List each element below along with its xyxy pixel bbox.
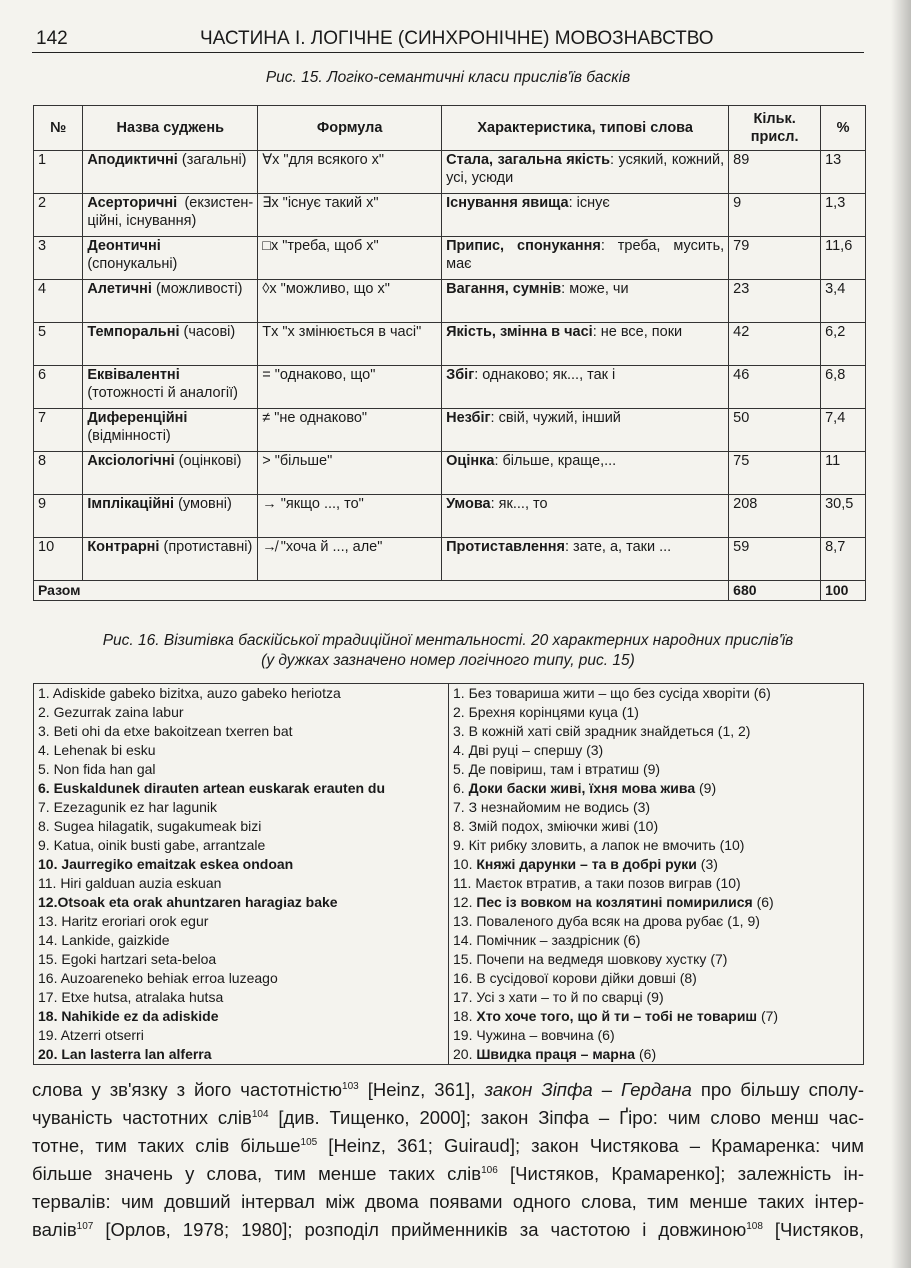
formula: = "однаково, що" [258, 366, 442, 409]
percent: 11,6 [821, 237, 866, 280]
proverb-number: 3. [453, 723, 469, 739]
judgment-name [83, 237, 258, 280]
figure-15-caption: Рис. 15. Логіко-семантичні класи прислів'їв басків [265, 69, 631, 86]
proverb-count: 75 [729, 452, 821, 495]
typical-words: : існує [568, 195, 610, 211]
judgment-name [83, 452, 258, 495]
ukrainian-proverb [453, 988, 859, 1007]
footnote-ref: 105 [300, 1137, 318, 1148]
table-row [34, 323, 866, 366]
formula: ≠ "не однаково" [258, 409, 442, 452]
page-number: 142 [36, 28, 68, 49]
text-segment: [Heinz, 361], [358, 1079, 485, 1100]
proverb-count: 89 [729, 151, 821, 194]
proverb-number: 4. [453, 742, 469, 758]
typical-words: : може, чи [561, 281, 629, 297]
percent: 6,2 [821, 323, 866, 366]
text-segment: про більшу сполу- [691, 1079, 864, 1100]
figure-16-caption-line2: (у дужках зазначено номер логічного типу, рис. 15) [261, 652, 635, 669]
ukrainian-proverb [453, 779, 859, 798]
characteristic [442, 237, 729, 280]
characteristic [442, 280, 729, 323]
percent: 8,7 [821, 538, 866, 581]
logic-type-ref: (1) [617, 704, 639, 720]
proverb-number: 15. [453, 951, 477, 967]
judgment-name-gloss: (відмінності) [87, 428, 171, 444]
text-segment: [Орлов, 1978; 1980]; розподіл прийменників за частотою і довжиною [93, 1219, 747, 1240]
judgment-name-main: Диференційні [87, 410, 188, 426]
characteristic-main: Незбіг [446, 410, 491, 426]
logic-type-ref: (10) [715, 837, 745, 853]
typical-words: : однаково; як..., так і [474, 367, 616, 383]
row-number: 6 [34, 366, 83, 409]
proverb-count: 59 [729, 538, 821, 581]
text-segment: [Чистяков, [762, 1219, 864, 1240]
proverb-text: Доки баски живі, їхня мова жива [468, 780, 696, 796]
total-percent: 100 [821, 581, 866, 601]
logic-type-ref: (8) [675, 970, 697, 986]
proverb-text: Чужина – вовчина [476, 1027, 594, 1043]
ukrainian-proverb [453, 722, 859, 741]
percent: 1,3 [821, 194, 866, 237]
logic-type-ref: (7) [706, 951, 728, 967]
logic-type-ref: (9) [695, 780, 717, 796]
logic-type-ref: (10) [629, 818, 659, 834]
proverb-text: Змій подох, зміючки живі [468, 818, 630, 834]
ukrainian-proverb [453, 969, 859, 988]
proverb-number: 14. [453, 932, 477, 948]
formula: ∀x "для всякого х" [258, 151, 442, 194]
ukrainian-proverb [453, 741, 859, 760]
proverb-text: Дві руці – спершу [468, 742, 583, 758]
figure-16-caption-line1: Рис. 16. Візитівка баскійської традиційної ментальності. 20 характерних народних прислів'їв [102, 632, 794, 649]
basque-proverb: 18. Nahikide ez da adiskide [38, 1008, 219, 1024]
characteristic [442, 538, 729, 581]
basque-proverb: 16. Auzoareneko behiak erroa luzeago [38, 970, 278, 986]
text-segment: тервалів: чим довший інтервал між двома появами одного слова, тим менше таких інтер- [32, 1191, 864, 1212]
judgment-name [83, 409, 258, 452]
judgment-name [83, 151, 258, 194]
col-header-formula: Формула [258, 106, 442, 151]
percent: 30,5 [821, 495, 866, 538]
basque-proverb: 11. Hiri galduan auzia eskuan [38, 875, 222, 891]
characteristic-main: Якість, змінна в часі [446, 324, 593, 340]
typical-words: : свій, чужий, інший [490, 410, 621, 426]
page-edge-shadow [891, 0, 911, 1268]
proverb-number: 8. [453, 818, 469, 834]
characteristic-main: Умова [446, 496, 491, 512]
basque-proverb: 13. Haritz eroriari orok egur [38, 913, 209, 929]
characteristic [442, 323, 729, 366]
body-paragraph [32, 1076, 864, 1244]
characteristic [442, 452, 729, 495]
proverb-count: 46 [729, 366, 821, 409]
typical-words: : більше, краще,... [494, 453, 617, 469]
characteristic [442, 366, 729, 409]
formula: ◊x "можливо, що х" [258, 280, 442, 323]
percent: 3,4 [821, 280, 866, 323]
percent: 11 [821, 452, 866, 495]
typical-words: : не все, поки [592, 324, 683, 340]
row-number: 10 [34, 538, 83, 581]
characteristic [442, 151, 729, 194]
row-number: 7 [34, 409, 83, 452]
logic-type-ref: (6) [635, 1046, 657, 1062]
logic-type-ref: (6) [752, 894, 774, 910]
ukrainian-proverb [453, 817, 859, 836]
row-number: 5 [34, 323, 83, 366]
logic-type-ref: (6) [593, 1027, 615, 1043]
text-segment: [Heinz, 361; Guiraud]; закон Чистякова – Крамаренка: чим [317, 1135, 864, 1156]
logic-type-ref: (3) [629, 799, 651, 815]
proverb-number: 16. [453, 970, 477, 986]
proverb-number: 5. [453, 761, 469, 777]
formula: ∃x "існує такий х" [258, 194, 442, 237]
basque-proverb: 15. Egoki hartzari seta-beloa [38, 951, 217, 967]
basque-proverb: 5. Non fida han gal [38, 761, 156, 777]
judgment-name [83, 495, 258, 538]
formula: Tx "х змінюється в часі" [258, 323, 442, 366]
judgment-name-gloss: (часові) [183, 324, 236, 340]
formula: ↛ "хоча й ..., але" [258, 538, 442, 581]
row-number: 2 [34, 194, 83, 237]
judgment-name [83, 280, 258, 323]
row-number: 4 [34, 280, 83, 323]
proverb-count: 50 [729, 409, 821, 452]
footnote-ref: 104 [251, 1109, 269, 1120]
ukrainian-proverb [453, 760, 859, 779]
proverb-text: Без товариша жити – що без сусіда хворіти [468, 685, 750, 701]
judgment-name-main: Аподиктичні [87, 152, 178, 168]
judgment-name-gloss: (можливості) [155, 281, 243, 297]
proverb-text: Княжі дарунки – та в добрі руки [476, 856, 697, 872]
judgment-name-gloss: (спонукальні) [87, 256, 178, 272]
characteristic [442, 495, 729, 538]
typical-words: : як..., то [490, 496, 548, 512]
logic-type-ref: (3) [696, 856, 718, 872]
proverb-text: Де повіриш, там і втратиш [468, 761, 640, 777]
row-number: 9 [34, 495, 83, 538]
logic-type-ref: (9) [639, 761, 661, 777]
proverb-text: В сусідової корови дійки довші [476, 970, 676, 986]
text-line [32, 1076, 864, 1104]
text-line [32, 1216, 864, 1244]
ukrainian-proverb [453, 798, 859, 817]
proverb-count: 208 [729, 495, 821, 538]
judgment-name-gloss: (тотожності й аналогії) [87, 385, 238, 401]
ukrainian-proverb [453, 912, 859, 931]
ukrainian-proverb [453, 1007, 859, 1026]
col-header-count: Кільк. присл. [729, 106, 821, 151]
judgment-name-main: Еквівалентні [87, 367, 180, 383]
judgment-name-main: Аксіологічні [87, 453, 175, 469]
judgment-name-main: Темпоральні [87, 324, 180, 340]
logic-type-ref: (3) [582, 742, 604, 758]
basque-proverb: 10. Jaurregiko emaitzak eskea ondoan [38, 856, 294, 872]
proverb-text: Хто хоче того, що й ти – тобі не товариш [476, 1008, 758, 1024]
basque-proverb: 2. Gezurrak zaina labur [38, 704, 184, 720]
text-segment: тотне, тим таких слів більше [32, 1135, 301, 1156]
proverb-count: 9 [729, 194, 821, 237]
text-line [32, 1160, 864, 1188]
formula: → "якщо ..., то" [258, 495, 442, 538]
text-segment: більше значень у слова, тим менше таких слів [32, 1163, 482, 1184]
col-header-name: Назва суджень [83, 106, 258, 151]
characteristic [442, 194, 729, 237]
proverb-number: 9. [453, 837, 469, 853]
total-label: Разом [34, 581, 729, 601]
characteristic-main: Вагання, сумнів [446, 281, 562, 297]
basque-proverb: 17. Etxe hutsa, atralaka hutsa [38, 989, 224, 1005]
basque-proverb: 4. Lehenak bi esku [38, 742, 156, 758]
judgment-name-main: Алетичні [87, 281, 152, 297]
basque-proverb: 1. Adiskide gabeko bizitxa, auzo gabeko heriotza [38, 685, 341, 701]
logic-type-ref: (1, 2) [713, 723, 751, 739]
text-segment: [див. Тищенко, 2000]; закон Зіпфа – Ґіро: чим слово менш час- [268, 1107, 864, 1128]
ukrainian-proverb [453, 893, 859, 912]
characteristic-main: Протиставлення [446, 539, 565, 555]
table-row [34, 538, 866, 581]
judgment-name-gloss: (загальні) [181, 152, 247, 168]
row-number: 3 [34, 237, 83, 280]
table-row [34, 452, 866, 495]
table-row [34, 495, 866, 538]
text-line [32, 1132, 864, 1160]
proverb-number: 7. [453, 799, 469, 815]
proverb-number: 11. [453, 875, 476, 891]
characteristic-main: Припис, спонукання [446, 238, 601, 254]
ukrainian-proverb [453, 684, 859, 703]
proverb-number: 10. [453, 856, 477, 872]
text-segment: [Чистяков, Крамаренко]; залежність ін- [497, 1163, 864, 1184]
judgment-name [83, 538, 258, 581]
proverb-number: 20. [453, 1046, 477, 1062]
proverb-text: Помічник – заздрісник [476, 932, 620, 948]
typical-words: : зате, а, таки ... [564, 539, 672, 555]
row-number: 8 [34, 452, 83, 495]
judgment-name [83, 194, 258, 237]
proverb-count: 23 [729, 280, 821, 323]
proverb-text: Швидка праця – марна [476, 1046, 636, 1062]
text-segment: слова у зв'язку з його частотністю [32, 1079, 343, 1100]
percent: 6,8 [821, 366, 866, 409]
judgment-name-main: Асерторичні [87, 195, 178, 211]
judgment-name-main: Контрарні [87, 539, 160, 555]
basque-proverb: 6. Euskaldunek dirauten artean euskarak erauten du [38, 780, 386, 796]
logic-type-ref: (10) [711, 875, 741, 891]
proverb-count: 79 [729, 237, 821, 280]
footnote-ref: 108 [746, 1221, 763, 1232]
judgment-name-main: Імплікаційні [87, 496, 175, 512]
proverb-text: Пес із вовком на козлятині помирилися [476, 894, 753, 910]
running-header [32, 26, 864, 53]
col-header-number: № [34, 106, 83, 151]
table-row [34, 194, 866, 237]
basque-proverb: 19. Atzerri otserri [38, 1027, 144, 1043]
table-total-row [34, 581, 866, 601]
characteristic-main: Збіг [446, 367, 475, 383]
ukrainian-proverbs-column [449, 684, 864, 1065]
logic-classes-table [33, 105, 866, 601]
ukrainian-proverb [453, 1045, 859, 1064]
proverb-number: 6. [453, 780, 469, 796]
proverb-text: Поваленого дуба всяк на дрова рубає [476, 913, 724, 929]
characteristic-main: Оцінка [446, 453, 495, 469]
characteristic-main: Стала, загальна якість [446, 152, 611, 168]
typical-words: : усякий, кожний, усі, усюди [446, 152, 725, 186]
logic-type-ref: (6) [749, 685, 771, 701]
proverb-number: 19. [453, 1027, 477, 1043]
ukrainian-proverb [453, 1026, 859, 1045]
table-row [34, 409, 866, 452]
logic-type-ref: (1, 9) [723, 913, 760, 929]
judgment-name [83, 323, 258, 366]
footnote-ref: 107 [76, 1221, 94, 1232]
characteristic [442, 409, 729, 452]
judgment-name-main: Деонтичні [87, 238, 161, 254]
basque-proverb: 12.Otsoak eta orak ahuntzaren haragiaz bake [38, 894, 338, 910]
row-number: 1 [34, 151, 83, 194]
logic-type-ref: (9) [642, 989, 664, 1005]
basque-proverb: 20. Lan lasterra lan alferra [38, 1046, 212, 1062]
footnote-ref: 103 [342, 1081, 359, 1092]
col-header-percent: % [821, 106, 866, 151]
text-line [32, 1188, 864, 1216]
basque-proverb: 7. Ezezagunik ez har lagunik [38, 799, 217, 815]
table-header-row [34, 106, 866, 151]
proverb-number: 13. [453, 913, 477, 929]
proverb-text: В кожній хаті свій зрадник знайдеться [468, 723, 714, 739]
proverb-number: 2. [453, 704, 469, 720]
percent: 7,4 [821, 409, 866, 452]
proverb-text: З незнайомим не водись [468, 799, 630, 815]
basque-proverbs-column [34, 684, 449, 1065]
table-row [34, 280, 866, 323]
table-row [34, 151, 866, 194]
text-segment: валів [32, 1219, 77, 1240]
typical-words: : треба, мусить, має [446, 238, 725, 272]
judgment-name-gloss: (екзистен-ційні, існування) [87, 195, 254, 229]
proverb-number: 17. [453, 989, 477, 1005]
footnote-ref: 106 [481, 1165, 498, 1176]
proverb-text: Усі з хати – то й по сварці [476, 989, 643, 1005]
proverb-number: 1. [453, 685, 469, 701]
ukrainian-proverb [453, 703, 859, 722]
judgment-name-gloss: (умовні) [178, 496, 232, 512]
judgment-name-gloss: (протиставні) [163, 539, 253, 555]
ukrainian-proverb [453, 931, 859, 950]
basque-proverb: 3. Beti ohi da etxe bakoitzean txerren bat [38, 723, 293, 739]
ukrainian-proverb [453, 836, 859, 855]
proverb-text: Маєток втратив, а таки позов виграв [475, 875, 712, 891]
ukrainian-proverb [453, 874, 859, 893]
text-segment: закон Зіпфа – Гердана [484, 1079, 692, 1100]
proverb-count: 42 [729, 323, 821, 366]
logic-type-ref: (6) [619, 932, 641, 948]
table-row [34, 366, 866, 409]
formula: □x "треба, щоб х" [258, 237, 442, 280]
col-header-characteristic: Характеристика, типові слова [442, 106, 729, 151]
table-row [34, 237, 866, 280]
text-line [32, 1104, 864, 1132]
text-segment: чуваність частотних слів [32, 1107, 252, 1128]
proverb-text: Брехня корінцями куца [468, 704, 618, 720]
ukrainian-proverb [453, 855, 859, 874]
ukrainian-proverb [453, 950, 859, 969]
basque-proverb: 8. Sugea hilagatik, sugakumeak bizi [38, 818, 262, 834]
proverb-text: Почепи на ведмедя шовкову хустку [476, 951, 707, 967]
proverbs-table [33, 683, 864, 1065]
basque-proverb: 9. Katua, oinik busti gabe, arrantzale [38, 837, 266, 853]
proverb-text: Кіт рибку зловить, а лапок не вмочить [468, 837, 716, 853]
proverb-number: 12. [453, 894, 477, 910]
running-title: ЧАСТИНА І. ЛОГІЧНЕ (СИНХРОНІЧНЕ) МОВОЗНАВСТВО [200, 28, 714, 49]
formula: > "більше" [258, 452, 442, 495]
total-count: 680 [729, 581, 821, 601]
proverb-number: 18. [453, 1008, 477, 1024]
judgment-name [83, 366, 258, 409]
basque-proverb: 14. Lankide, gaizkide [38, 932, 170, 948]
percent: 13 [821, 151, 866, 194]
logic-type-ref: (7) [757, 1008, 779, 1024]
judgment-name-gloss: (оцінкові) [178, 453, 242, 469]
characteristic-main: Існування явища [446, 195, 569, 211]
